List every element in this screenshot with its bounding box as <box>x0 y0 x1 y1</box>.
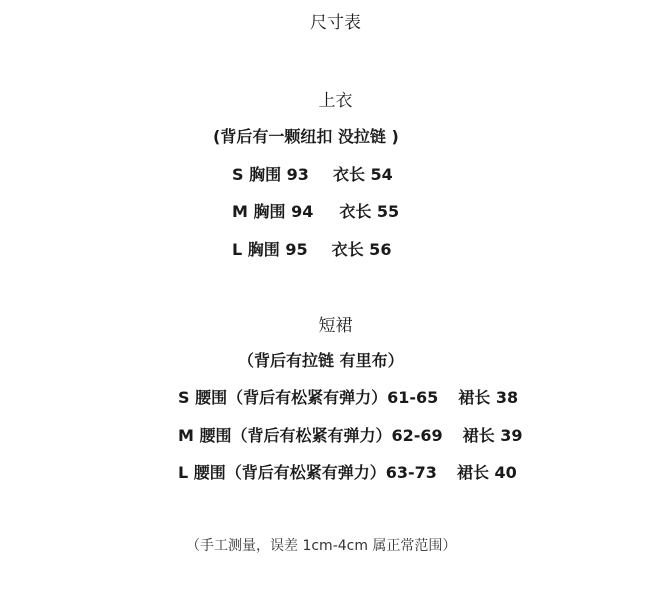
skirt-note: （背后有拉链 有里布） <box>238 351 404 370</box>
top-row-s-size: S 胸围 93 <box>232 165 309 184</box>
top-row-m-size: M 胸围 94 <box>232 202 314 221</box>
top-row-s <box>232 162 393 185</box>
top-row-m <box>232 199 399 222</box>
skirt-row-m-size: M 腰围（背后有松紧有弹力）62-69 <box>178 426 443 445</box>
skirt-row-s <box>178 385 518 408</box>
top-note: (背后有一颗纽扣 没拉链 ) <box>213 127 399 146</box>
measurement-note: （手工测量，误差 1cm-4cm 属正常范围） <box>186 538 457 554</box>
skirt-row-m-length: 裙长 39 <box>462 426 523 445</box>
skirt-row-m <box>178 423 523 446</box>
skirt-row-l-length: 裙长 40 <box>456 463 517 482</box>
top-row-l-length: 衣长 56 <box>331 240 392 259</box>
top-row-l-size: L 胸围 95 <box>232 240 308 259</box>
top-heading: 上衣 <box>318 91 353 111</box>
skirt-heading: 短裙 <box>318 316 353 336</box>
page-title: 尺寸表 <box>310 13 361 33</box>
skirt-row-s-size: S 腰围（背后有松紧有弹力）61-65 <box>178 388 439 407</box>
top-row-s-length: 衣长 54 <box>332 165 393 184</box>
skirt-row-s-length: 裙长 38 <box>458 388 519 407</box>
top-row-l <box>232 237 391 260</box>
skirt-row-l-size: L 腰围（背后有松紧有弹力）63-73 <box>178 463 437 482</box>
top-row-m-length: 衣长 55 <box>339 202 400 221</box>
skirt-row-l <box>178 460 517 483</box>
